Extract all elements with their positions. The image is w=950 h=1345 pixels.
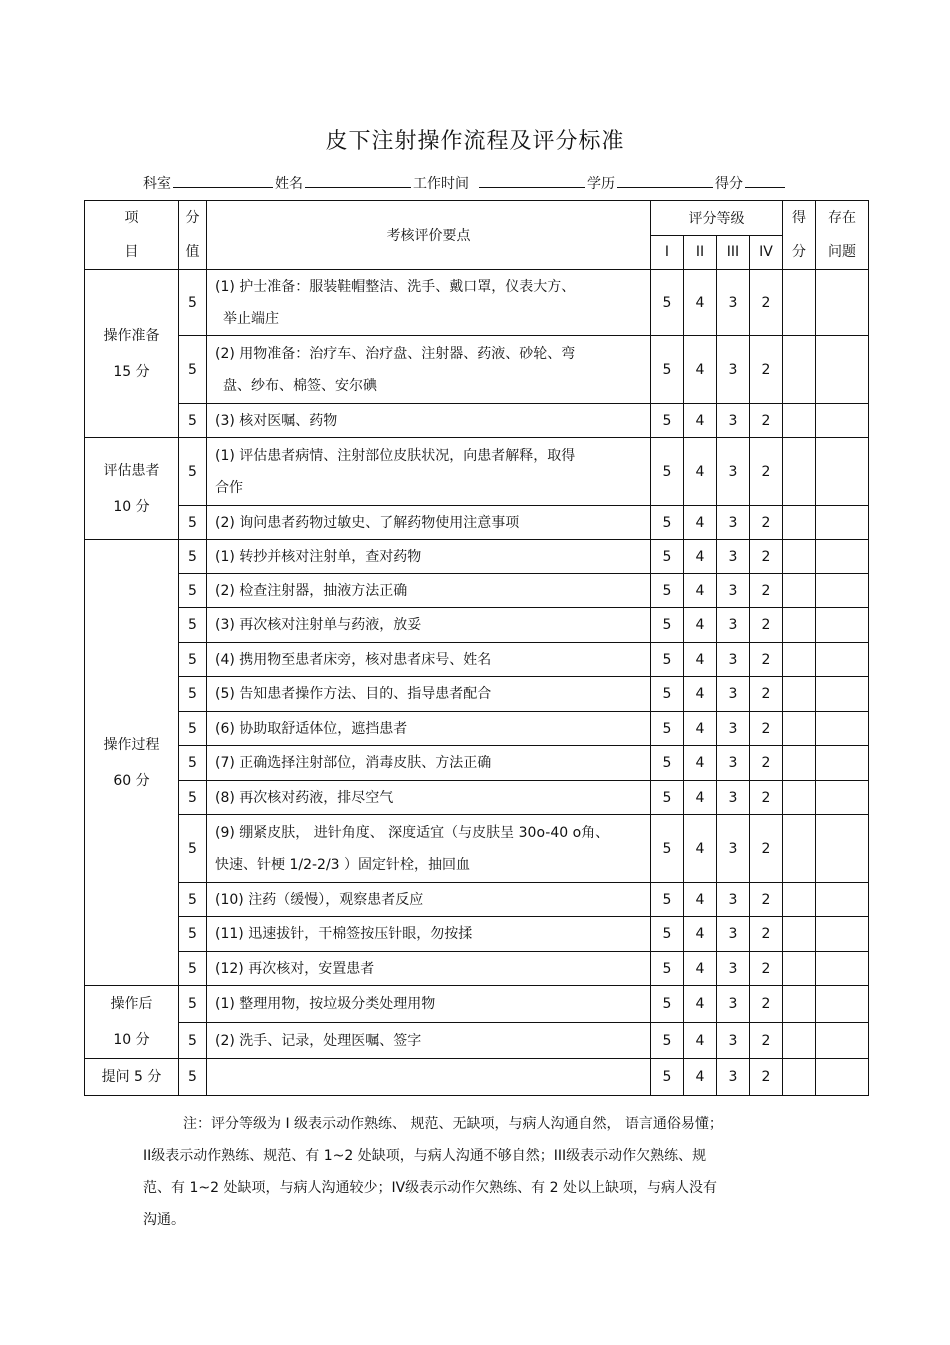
grade-value: 5 <box>651 815 684 883</box>
score-cell[interactable] <box>783 917 816 952</box>
grade-value: 2 <box>750 336 783 404</box>
table-row <box>85 643 869 677</box>
grade-value: 5 <box>651 574 684 608</box>
table-row <box>85 712 869 746</box>
grade-value: 2 <box>750 917 783 952</box>
issue-cell[interactable] <box>816 643 869 677</box>
header-grade-4: IV <box>750 235 783 270</box>
dept-field[interactable] <box>173 172 273 188</box>
issue-cell[interactable] <box>816 815 869 883</box>
grade-value: 2 <box>750 781 783 815</box>
grade-value: 4 <box>684 1023 717 1059</box>
footnote-line <box>143 1108 813 1140</box>
criteria-cell <box>207 1023 651 1059</box>
criteria-line: 快速、针梗 1/2-2/3 ）固定针栓，抽回血 <box>215 856 471 873</box>
header-issue-bottom: 问题 <box>828 244 856 260</box>
score-cell[interactable] <box>783 712 816 746</box>
grade-value: 4 <box>684 986 717 1023</box>
table-row <box>85 404 869 438</box>
issue-cell[interactable] <box>816 1023 869 1059</box>
table-row <box>85 815 869 883</box>
work-time-label: 工作时间 <box>413 176 469 192</box>
table-row <box>85 1023 869 1059</box>
criteria-cell <box>207 608 651 643</box>
header-criteria: 考核评价要点 <box>207 201 651 270</box>
grade-value: 3 <box>717 883 750 917</box>
point-value: 5 <box>179 883 207 917</box>
score-field[interactable] <box>745 172 785 188</box>
grade-value: 5 <box>651 917 684 952</box>
issue-cell[interactable] <box>816 952 869 986</box>
grade-value: 2 <box>750 815 783 883</box>
grade-value: 3 <box>717 781 750 815</box>
point-value: 5 <box>179 677 207 712</box>
grade-value: 3 <box>717 336 750 404</box>
issue-cell[interactable] <box>816 781 869 815</box>
section-points: 60 分 <box>113 772 150 789</box>
point-value: 5 <box>179 574 207 608</box>
header-points <box>179 201 207 270</box>
point-value: 5 <box>179 815 207 883</box>
name-field[interactable] <box>305 172 411 188</box>
grade-value: 5 <box>651 336 684 404</box>
criteria-cell <box>207 712 651 746</box>
grade-value: 5 <box>651 540 684 574</box>
grade-value: 5 <box>651 1059 684 1096</box>
grade-value: 2 <box>750 986 783 1023</box>
criteria-cell <box>207 917 651 952</box>
point-value: 5 <box>179 438 207 506</box>
criteria-line: 盘、纱布、棉签、安尔碘 <box>223 377 377 394</box>
header-grade: 评分等级 <box>651 201 783 236</box>
grade-value: 2 <box>750 438 783 506</box>
table-row <box>85 270 869 336</box>
criteria-line: (1) 评估患者病情、注射部位皮肤状况，向患者解释，取得 <box>215 447 576 464</box>
point-value: 5 <box>179 746 207 781</box>
grade-value: 4 <box>684 336 717 404</box>
criteria-line: (12) 再次核对，安置患者 <box>215 960 375 977</box>
header-issue <box>816 201 869 270</box>
header-item <box>85 201 179 270</box>
grade-value: 3 <box>717 608 750 643</box>
criteria-line: (1) 整理用物，按垃圾分类处理用物 <box>215 996 436 1012</box>
grade-value: 3 <box>717 270 750 336</box>
grade-value: 5 <box>651 712 684 746</box>
issue-cell[interactable] <box>816 1059 869 1096</box>
grade-value: 2 <box>750 677 783 712</box>
grade-value: 4 <box>684 1059 717 1096</box>
section-points: 15 分 <box>113 363 150 380</box>
point-value: 5 <box>179 1059 207 1096</box>
grade-value: 5 <box>651 1023 684 1059</box>
issue-cell[interactable] <box>816 438 869 506</box>
section-cell <box>85 1059 179 1096</box>
grade-value: 2 <box>750 540 783 574</box>
score-cell[interactable] <box>783 506 816 540</box>
scoring-table <box>84 200 869 1096</box>
criteria-line: (6) 协助取舒适体位，遮挡患者 <box>215 720 408 737</box>
header-item-bottom: 目 <box>124 244 139 260</box>
header-points-top: 分 <box>185 210 200 226</box>
grade-value: 3 <box>717 404 750 438</box>
name-label: 姓名 <box>275 176 303 192</box>
section-name: 操作过程 <box>103 736 160 753</box>
criteria-line: (2) 检查注射器，抽液方法正确 <box>215 582 408 599</box>
grade-value: 3 <box>717 815 750 883</box>
footnote-text: 注：评分等级为 I 级表示动作熟练、 规范、无缺项，与病人沟通自然， 语言通俗易懂； <box>183 1116 723 1132</box>
table-row <box>85 574 869 608</box>
score-cell[interactable] <box>783 1023 816 1059</box>
criteria-cell <box>207 270 651 336</box>
score-cell[interactable] <box>783 404 816 438</box>
table-row <box>85 986 869 1023</box>
grade-value: 3 <box>717 917 750 952</box>
grade-value: 4 <box>684 574 717 608</box>
point-value: 5 <box>179 952 207 986</box>
issue-cell[interactable] <box>816 712 869 746</box>
header-grade-2: II <box>684 235 717 270</box>
criteria-cell <box>207 574 651 608</box>
criteria-line: (1) 转抄并核对注射单，查对药物 <box>215 548 422 565</box>
criteria-line: (11) 迅速拔针，干棉签按压针眼，勿按揉 <box>215 926 473 942</box>
criteria-line: (9) 绷紧皮肤， 进针角度、 深度适宜（与皮肤呈 30o-40 o角、 <box>215 824 610 841</box>
grade-value: 4 <box>684 540 717 574</box>
criteria-cell <box>207 643 651 677</box>
point-value: 5 <box>179 643 207 677</box>
table-row <box>85 540 869 574</box>
criteria-line: (8) 再次核对药液，排尽空气 <box>215 789 394 806</box>
grade-value: 3 <box>717 1059 750 1096</box>
table-row <box>85 746 869 781</box>
grade-value: 3 <box>717 712 750 746</box>
grade-value: 2 <box>750 270 783 336</box>
table-row <box>85 438 869 506</box>
grade-value: 2 <box>750 506 783 540</box>
score-cell[interactable] <box>783 270 816 336</box>
criteria-line: 举止端庄 <box>223 310 279 327</box>
grade-value: 5 <box>651 608 684 643</box>
table-row <box>85 883 869 917</box>
grade-value: 3 <box>717 677 750 712</box>
criteria-cell <box>207 883 651 917</box>
header-grade-1: I <box>651 235 684 270</box>
criteria-cell <box>207 540 651 574</box>
table-row <box>85 917 869 952</box>
grade-value: 3 <box>717 986 750 1023</box>
grade-value: 2 <box>750 404 783 438</box>
grade-value: 5 <box>651 746 684 781</box>
score-cell[interactable] <box>783 438 816 506</box>
grade-value: 5 <box>651 952 684 986</box>
grade-value: 4 <box>684 506 717 540</box>
grade-value: 3 <box>717 746 750 781</box>
criteria-line: (7) 正确选择注射部位，消毒皮肤、方法正确 <box>215 755 492 771</box>
issue-cell[interactable] <box>816 336 869 404</box>
grade-value: 4 <box>684 917 717 952</box>
grade-value: 2 <box>750 643 783 677</box>
grade-value: 3 <box>717 574 750 608</box>
info-line <box>143 172 787 193</box>
issue-cell[interactable] <box>816 574 869 608</box>
grade-value: 2 <box>750 883 783 917</box>
point-value: 5 <box>179 781 207 815</box>
dept-label: 科室 <box>143 176 171 192</box>
section-cell <box>85 270 179 438</box>
point-value: 5 <box>179 404 207 438</box>
issue-cell[interactable] <box>816 677 869 712</box>
section-points: 10 分 <box>113 1032 150 1048</box>
point-value: 5 <box>179 270 207 336</box>
criteria-line: (4) 携用物至患者床旁，核对患者床号、姓名 <box>215 651 492 668</box>
criteria-line: (2) 用物准备：治疗车、治疗盘、注射器、药液、砂轮、弯 <box>215 345 576 362</box>
grade-value: 5 <box>651 438 684 506</box>
grade-value: 2 <box>750 712 783 746</box>
table-row <box>85 336 869 404</box>
score-cell[interactable] <box>783 608 816 643</box>
grade-value: 5 <box>651 677 684 712</box>
score-cell[interactable] <box>783 746 816 781</box>
header-score-bottom: 分 <box>792 244 806 260</box>
footnote-line: 沟通。 <box>143 1212 185 1228</box>
page-title: 皮下注射操作流程及评分标准 <box>325 129 625 154</box>
section-name: 提问 5 分 <box>101 1069 162 1085</box>
criteria-line: (1) 护士准备：服装鞋帽整洁、洗手、戴口罩，仪表大方、 <box>215 278 576 295</box>
header-issue-top: 存在 <box>828 210 856 226</box>
criteria-cell <box>207 952 651 986</box>
point-value: 5 <box>179 336 207 404</box>
issue-cell[interactable] <box>816 404 869 438</box>
grade-value: 2 <box>750 1023 783 1059</box>
header-points-bottom: 值 <box>185 244 200 260</box>
table-row <box>85 677 869 712</box>
criteria-line: (3) 核对医嘱、药物 <box>215 412 338 429</box>
score-cell[interactable] <box>783 677 816 712</box>
section-cell <box>85 540 179 986</box>
criteria-cell <box>207 1059 651 1096</box>
criteria-line: (3) 再次核对注射单与药液，放妥 <box>215 617 422 633</box>
grade-value: 4 <box>684 404 717 438</box>
criteria-line: (5) 告知患者操作方法、目的、指导患者配合 <box>215 686 492 702</box>
header-score-top: 得 <box>792 210 806 226</box>
header-row <box>85 201 869 236</box>
grade-value: 4 <box>684 883 717 917</box>
criteria-cell <box>207 506 651 540</box>
grade-value: 5 <box>651 270 684 336</box>
section-name: 操作准备 <box>103 327 160 344</box>
section-name: 评估患者 <box>103 462 160 479</box>
grade-value: 4 <box>684 270 717 336</box>
table-row <box>85 781 869 815</box>
grade-value: 5 <box>651 506 684 540</box>
grade-value: 5 <box>651 643 684 677</box>
criteria-cell <box>207 781 651 815</box>
grade-value: 2 <box>750 1059 783 1096</box>
criteria-line: (2) 询问患者药物过敏史、了解药物使用注意事项 <box>215 514 520 531</box>
point-value: 5 <box>179 986 207 1023</box>
score-cell[interactable] <box>783 883 816 917</box>
work-time-field[interactable] <box>479 172 585 188</box>
education-field[interactable] <box>617 172 713 188</box>
section-cell <box>85 438 179 540</box>
issue-cell[interactable] <box>816 608 869 643</box>
score-cell[interactable] <box>783 336 816 404</box>
grade-value: 2 <box>750 574 783 608</box>
point-value: 5 <box>179 1023 207 1059</box>
grade-value: 5 <box>651 781 684 815</box>
header-grade-3: III <box>717 235 750 270</box>
grade-value: 4 <box>684 746 717 781</box>
point-value: 5 <box>179 917 207 952</box>
score-cell[interactable] <box>783 952 816 986</box>
table-row <box>85 1059 869 1096</box>
footnote-line: 范、有 1~2 处缺项，与病人沟通较少；IV级表示动作欠熟练、有 2 处以上缺项，与病人没有 <box>143 1180 717 1196</box>
grade-value: 3 <box>717 438 750 506</box>
education-label: 学历 <box>587 176 615 192</box>
score-cell[interactable] <box>783 643 816 677</box>
section-points: 10 分 <box>113 498 150 515</box>
score-label: 得分 <box>715 176 743 192</box>
criteria-line: (10) 注药（缓慢），观察患者反应 <box>215 891 424 908</box>
criteria-cell <box>207 404 651 438</box>
grade-value: 2 <box>750 746 783 781</box>
issue-cell[interactable] <box>816 506 869 540</box>
score-cell[interactable] <box>783 815 816 883</box>
grade-value: 4 <box>684 815 717 883</box>
grade-value: 3 <box>717 1023 750 1059</box>
criteria-cell <box>207 746 651 781</box>
grade-value: 4 <box>684 781 717 815</box>
grade-value: 3 <box>717 506 750 540</box>
grade-value: 4 <box>684 438 717 506</box>
section-name: 操作后 <box>110 996 153 1012</box>
point-value: 5 <box>179 608 207 643</box>
header-score <box>783 201 816 270</box>
grade-value: 4 <box>684 643 717 677</box>
point-value: 5 <box>179 712 207 746</box>
grade-value: 5 <box>651 883 684 917</box>
score-cell[interactable] <box>783 986 816 1023</box>
criteria-cell <box>207 815 651 883</box>
criteria-cell <box>207 336 651 404</box>
issue-cell[interactable] <box>816 270 869 336</box>
section-cell <box>85 986 179 1059</box>
grade-value: 5 <box>651 404 684 438</box>
criteria-cell <box>207 986 651 1023</box>
point-value: 5 <box>179 540 207 574</box>
issue-cell[interactable] <box>816 917 869 952</box>
issue-cell[interactable] <box>816 986 869 1023</box>
grade-value: 4 <box>684 677 717 712</box>
grade-value: 4 <box>684 712 717 746</box>
grade-value: 4 <box>684 608 717 643</box>
grade-value: 3 <box>717 540 750 574</box>
issue-cell[interactable] <box>816 540 869 574</box>
issue-cell[interactable] <box>816 883 869 917</box>
grade-value: 5 <box>651 986 684 1023</box>
table-row <box>85 952 869 986</box>
score-cell[interactable] <box>783 540 816 574</box>
criteria-cell <box>207 677 651 712</box>
header-item-top: 项 <box>124 210 139 226</box>
grade-value: 3 <box>717 643 750 677</box>
criteria-cell <box>207 438 651 506</box>
table-row <box>85 608 869 643</box>
issue-cell[interactable] <box>816 746 869 781</box>
table-row <box>85 506 869 540</box>
grade-value: 2 <box>750 952 783 986</box>
score-cell[interactable] <box>783 781 816 815</box>
score-cell[interactable] <box>783 574 816 608</box>
point-value: 5 <box>179 506 207 540</box>
grade-value: 3 <box>717 952 750 986</box>
criteria-line: (2) 洗手、记录，处理医嘱、签字 <box>215 1032 422 1049</box>
footnote-line: II级表示动作熟练、规范、有 1~2 处缺项，与病人沟通不够自然；III级表示动作欠熟练、规 <box>143 1148 707 1164</box>
grade-value: 2 <box>750 608 783 643</box>
footnote <box>143 1108 813 1236</box>
score-cell[interactable] <box>783 1059 816 1096</box>
grade-value: 4 <box>684 952 717 986</box>
criteria-line: 合作 <box>215 479 243 496</box>
